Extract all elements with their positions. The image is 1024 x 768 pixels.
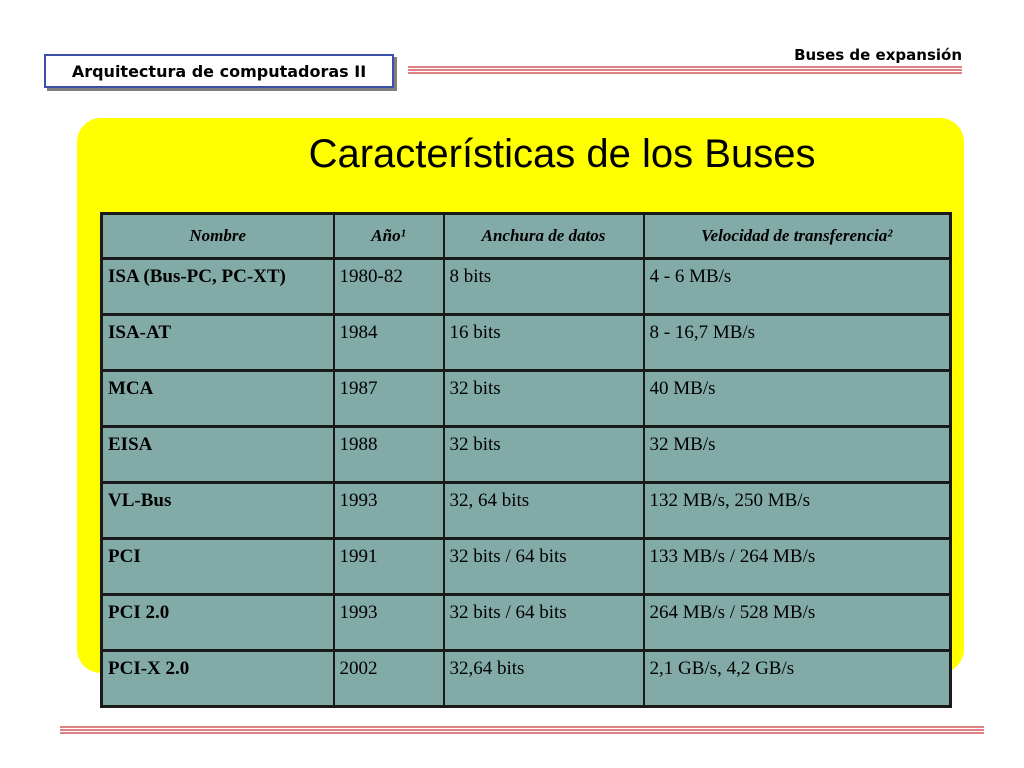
cell-ano: 1988: [334, 427, 444, 483]
header-anchura: Anchura de datos: [444, 214, 644, 259]
cell-anchura: 32, 64 bits: [444, 483, 644, 539]
cell-ano: 1991: [334, 539, 444, 595]
cell-nombre: VL-Bus: [102, 483, 334, 539]
cell-ano: 1980-82: [334, 259, 444, 315]
footer-rule: [60, 726, 984, 734]
table-row: [102, 259, 951, 315]
slide-title: Características de los Buses: [308, 132, 816, 176]
header-velocidad: Velocidad de transferencia²: [644, 214, 951, 259]
cell-anchura: 32 bits: [444, 371, 644, 427]
cell-nombre: ISA (Bus-PC, PC-XT): [102, 259, 334, 315]
table-row: [102, 427, 951, 483]
course-title-box: [44, 54, 394, 88]
cell-ano: 1984: [334, 315, 444, 371]
cell-anchura: 16 bits: [444, 315, 644, 371]
cell-velocidad: 8 - 16,7 MB/s: [644, 315, 951, 371]
table-row: [102, 595, 951, 651]
header-ano: Año¹: [334, 214, 444, 259]
cell-ano: 1993: [334, 483, 444, 539]
cell-anchura: 32,64 bits: [444, 651, 644, 707]
cell-velocidad: 132 MB/s, 250 MB/s: [644, 483, 951, 539]
course-title: Arquitectura de computadoras II: [71, 61, 367, 81]
cell-velocidad: 2,1 GB/s, 4,2 GB/s: [644, 651, 951, 707]
table-row: [102, 483, 951, 539]
cell-nombre: EISA: [102, 427, 334, 483]
bus-table: [100, 212, 952, 708]
header-rule: [408, 66, 962, 74]
table-row: [102, 371, 951, 427]
header-nombre: Nombre: [102, 214, 334, 259]
cell-ano: 1993: [334, 595, 444, 651]
cell-nombre: PCI-X 2.0: [102, 651, 334, 707]
cell-velocidad: 4 - 6 MB/s: [644, 259, 951, 315]
table-row: [102, 315, 951, 371]
cell-nombre: PCI 2.0: [102, 595, 334, 651]
cell-nombre: MCA: [102, 371, 334, 427]
table-row: [102, 651, 951, 707]
cell-anchura: 32 bits: [444, 427, 644, 483]
cell-anchura: 32 bits / 64 bits: [444, 595, 644, 651]
cell-nombre: PCI: [102, 539, 334, 595]
cell-velocidad: 133 MB/s / 264 MB/s: [644, 539, 951, 595]
table-header-row: [102, 214, 951, 259]
cell-velocidad: 40 MB/s: [644, 371, 951, 427]
cell-anchura: 32 bits / 64 bits: [444, 539, 644, 595]
cell-velocidad: 32 MB/s: [644, 427, 951, 483]
cell-velocidad: 264 MB/s / 528 MB/s: [644, 595, 951, 651]
table-row: [102, 539, 951, 595]
cell-ano: 1987: [334, 371, 444, 427]
cell-ano: 2002: [334, 651, 444, 707]
section-title: Buses de expansión: [794, 46, 962, 64]
cell-anchura: 8 bits: [444, 259, 644, 315]
cell-nombre: ISA-AT: [102, 315, 334, 371]
